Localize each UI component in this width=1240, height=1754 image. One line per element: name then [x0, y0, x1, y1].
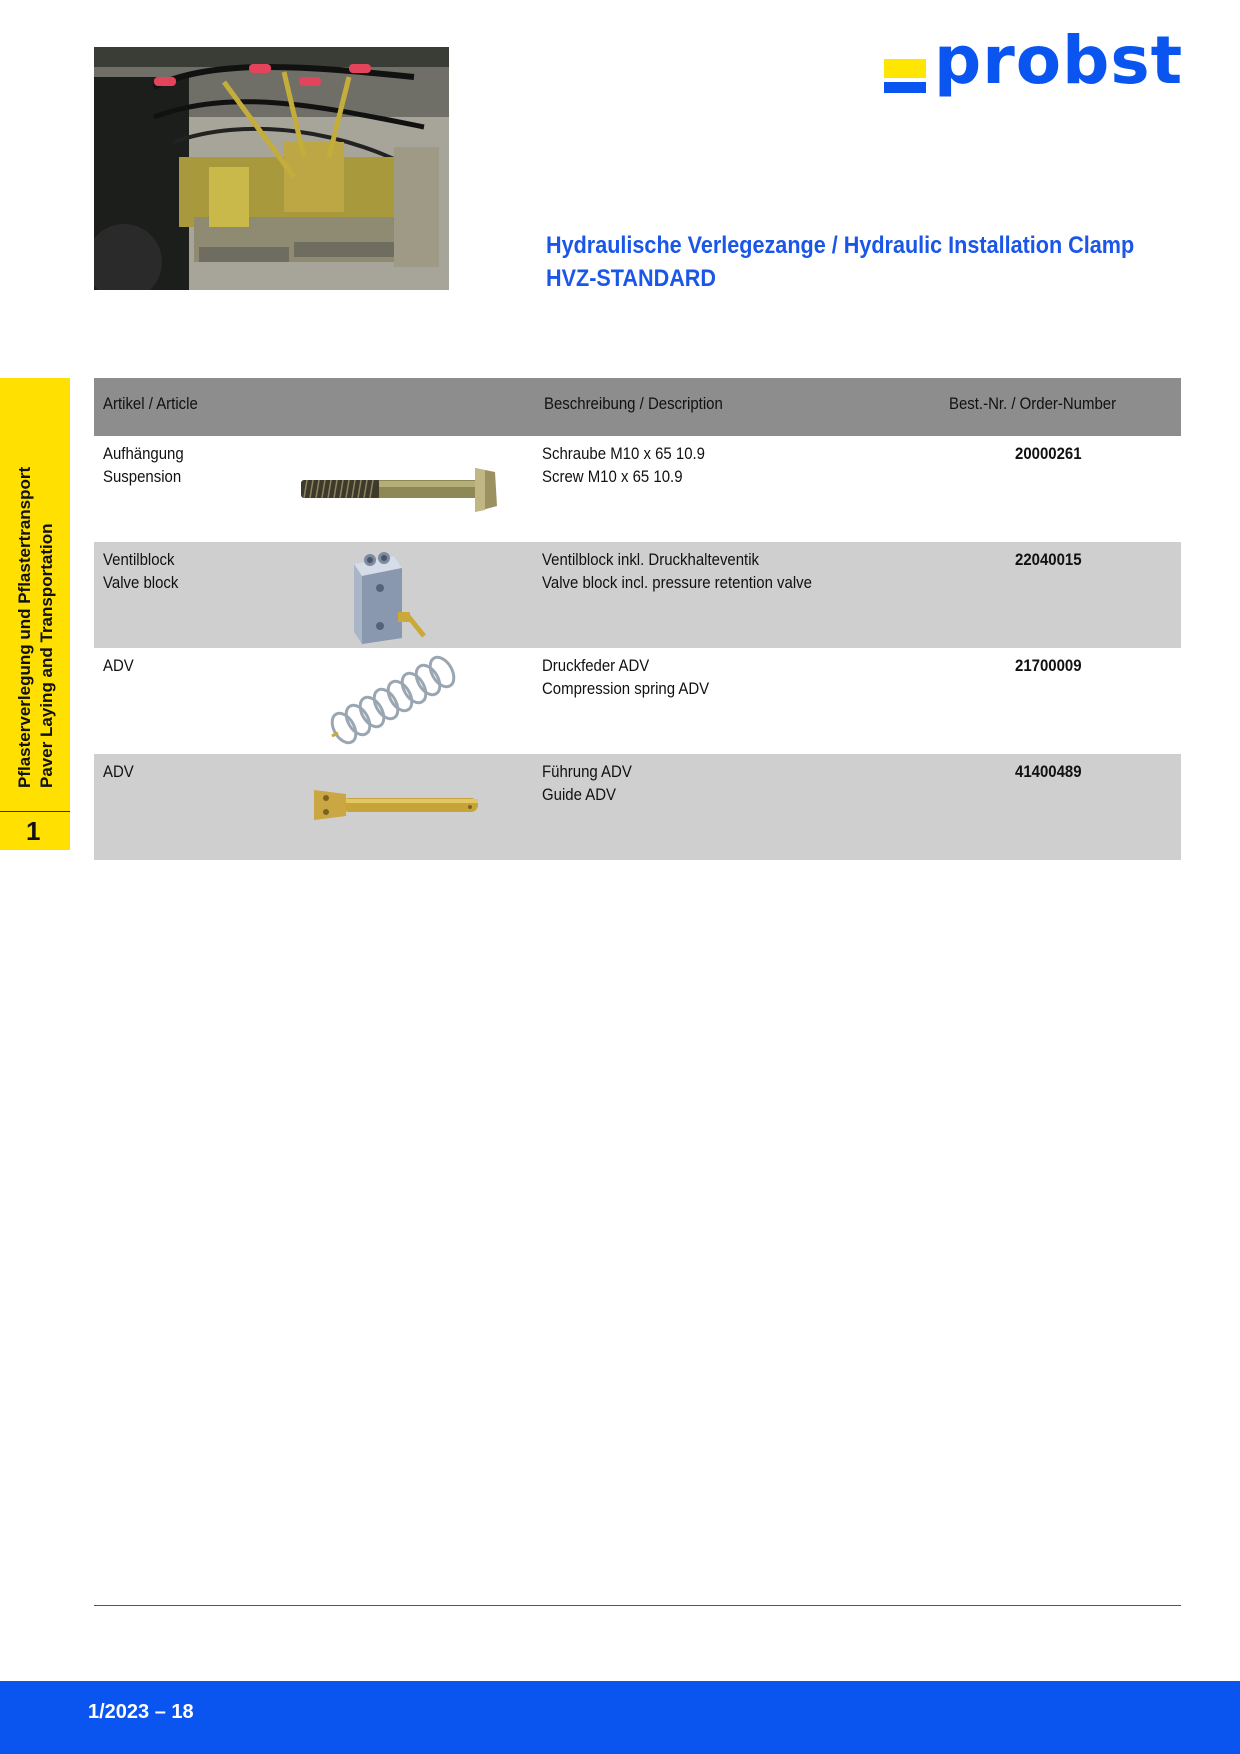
- parts-table: [94, 378, 1181, 860]
- valve-block-icon: [344, 546, 434, 646]
- row-description: Ventilblock inkl. Druckhalteventik Valve block incl. pressure retention valve: [542, 550, 812, 592]
- product-photo: [94, 47, 449, 290]
- row-description: Schraube M10 x 65 10.9 Screw M10 x 65 10.9: [542, 444, 706, 486]
- chapter-number: 1: [26, 816, 41, 846]
- spring-icon: [326, 652, 466, 748]
- footer-bar: [0, 1681, 1240, 1754]
- row-article: ADV: [103, 656, 134, 675]
- row-description: Führung ADV Guide ADV: [542, 762, 632, 804]
- chapter-title: [14, 388, 58, 788]
- row-article: Aufhängung Suspension: [103, 444, 184, 486]
- probst-logo: [884, 22, 1186, 110]
- chapter-divider: [0, 811, 70, 812]
- row-article: Ventilblock Valve block: [103, 550, 179, 592]
- screw-icon: [299, 460, 499, 518]
- footer-divider: [94, 1605, 1181, 1606]
- table-header: Artikel / Article Beschreibung / Description Best.-Nr. / Order-Number: [94, 378, 1181, 436]
- chapter-title-de: Pflasterverlegung und Pflastertransport: [15, 466, 34, 788]
- row-order-number: 21700009: [1015, 656, 1082, 675]
- logo-wordmark: probst: [934, 22, 1184, 99]
- row-order-number: 20000261: [1015, 444, 1082, 463]
- row-article: ADV: [103, 762, 134, 781]
- page-number: 1/2023 – 18: [88, 1701, 194, 1723]
- row-order-number: 41400489: [1015, 762, 1082, 781]
- table-row: [94, 542, 1181, 648]
- page-title: [546, 229, 1134, 295]
- chapter-title-en: Paver Laying and Transportation: [37, 523, 56, 788]
- logo-mark-blue: [884, 82, 926, 93]
- row-order-number: 22040015: [1015, 550, 1082, 569]
- table-row: [94, 436, 1181, 542]
- title-line-2: HVZ-STANDARD: [546, 265, 716, 292]
- logo-mark-yellow: [884, 59, 926, 78]
- table-row: [94, 648, 1181, 754]
- chapter-side-tab: [0, 378, 70, 850]
- guide-pin-icon: [312, 786, 482, 824]
- row-description: Druckfeder ADV Compression spring ADV: [542, 656, 710, 698]
- table-row: [94, 754, 1181, 860]
- title-line-1: Hydraulische Verlegezange / Hydraulic Installation Clamp: [546, 232, 1135, 259]
